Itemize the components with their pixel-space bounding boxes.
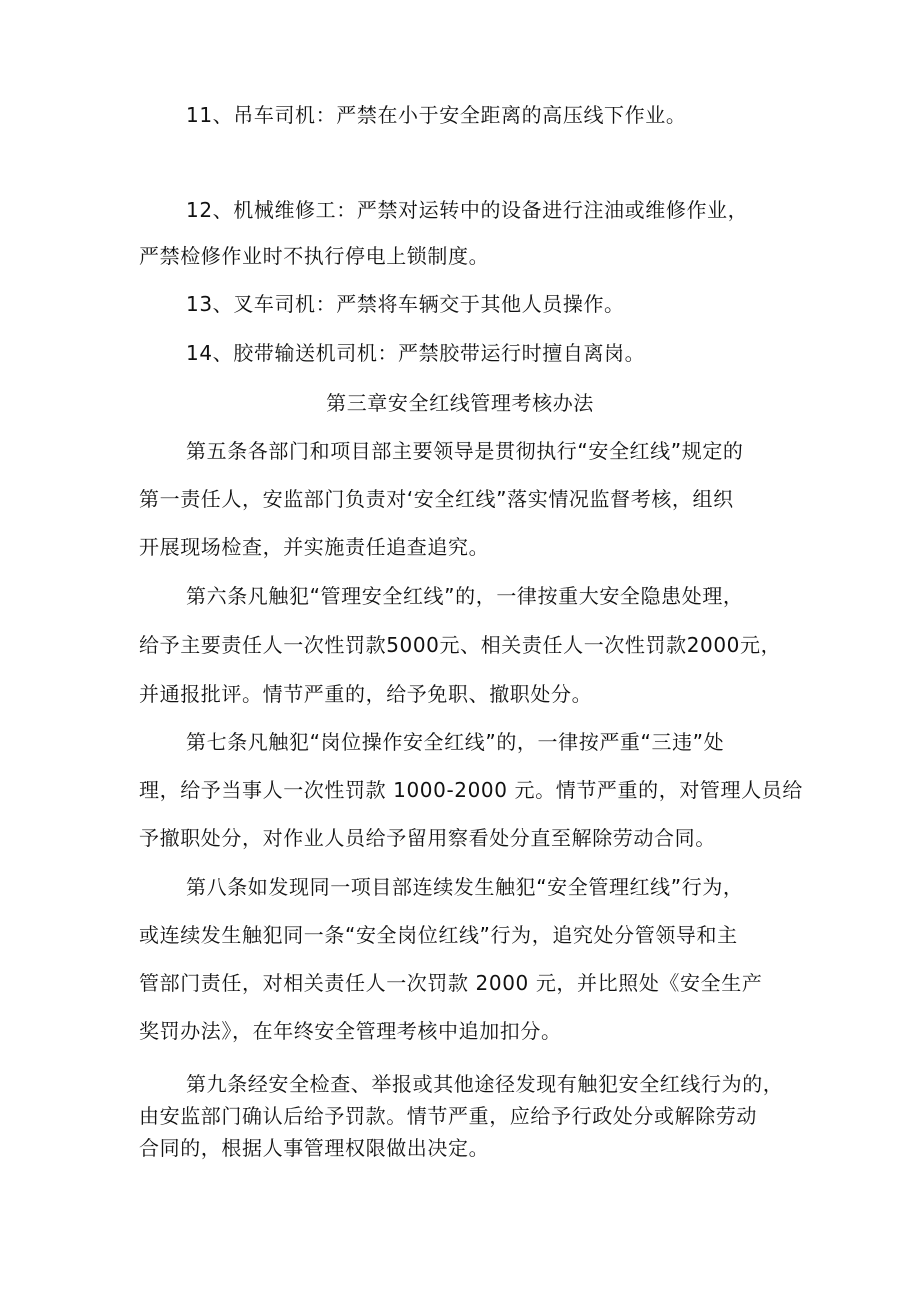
article-5-line-3: 开展现场检查，并实施责任追查追究。: [139, 535, 490, 559]
item-13: 13、叉车司机：严禁将车辆交于其他人员操作。: [186, 292, 625, 316]
article-7-line-3: 予撤职处分，对作业人员给予留用察看处分直至解除劳动合同。: [139, 826, 716, 850]
article-9-line-2: 由安监部门确认后给予罚款。情节严重，应给予行政处分或解除劳动: [139, 1104, 757, 1128]
article-6-line-3: 并通报批评。情节严重的，给予免职、撤职处分。: [139, 682, 593, 706]
article-5-line-1: 第五条各部门和项目部主要领导是贯彻执行“安全红线”规定的: [186, 439, 744, 463]
article-5-line-2: 第一责任人，安监部门负责对‘安全红线”落实情况监督考核，组织: [139, 487, 734, 511]
article-9-line-3: 合同的，根据人事管理权限做出决定。: [139, 1136, 490, 1160]
item-11: 11、吊车司机：严禁在小于安全距离的高压线下作业。: [186, 103, 687, 127]
item-14: 14、胶带输送机司机：严禁胶带运行时擅自离岗。: [186, 341, 646, 365]
article-7-line-1: 第七条凡触犯“岗位操作安全红线”的，一律按严重“三违”处: [186, 730, 725, 754]
article-8-line-3: 管部门责任，对相关责任人一次罚款 2000 元，并比照处《安全生产: [139, 971, 763, 995]
article-6-line-1: 第六条凡触犯“管理安全红线”的，一律按重大安全隐患处理，: [186, 584, 744, 608]
article-9-line-1: 第九条经安全检查、举报或其他途径发现有触犯安全红线行为的，: [186, 1072, 784, 1096]
chapter-title: 第三章安全红线管理考核办法: [326, 391, 594, 415]
article-8-line-4: 奖罚办法》，在年终安全管理考核中追加扣分。: [139, 1019, 562, 1043]
item-12-line-2: 严禁检修作业时不执行停电上锁制度。: [139, 244, 490, 268]
article-7-line-2: 理，给予当事人一次性罚款 1000-2000 元。情节严重的，对管理人员给: [139, 778, 803, 802]
article-8-line-1: 第八条如发现同一项目部连续发生触犯“安全管理红线”行为，: [186, 875, 744, 899]
item-12-line-1: 12、机械维修工：严禁对运转中的设备进行注油或维修作业，: [186, 198, 749, 222]
article-6-line-2: 给予主要责任人一次性罚款5000元、相关责任人一次性罚款2000元，: [139, 633, 782, 657]
article-8-line-2: 或连续发生触犯同一条“安全岗位红线”行为，追究处分管领导和主: [139, 923, 738, 947]
